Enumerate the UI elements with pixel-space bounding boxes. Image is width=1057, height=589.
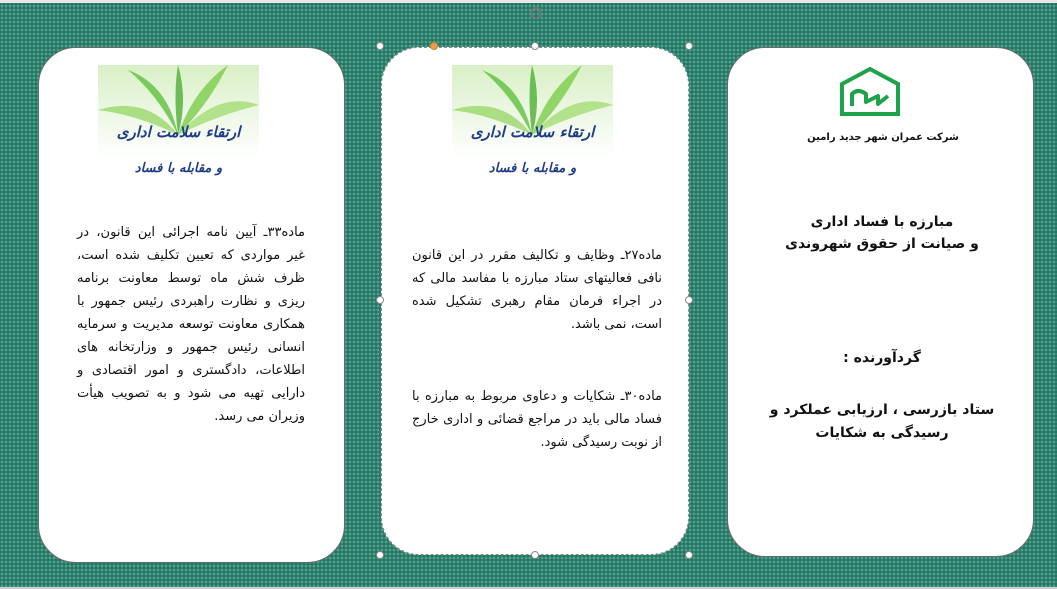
banner-image [98,65,259,193]
middle-panel[interactable] [381,47,689,555]
resize-handle-top-right[interactable] [685,42,693,50]
left-panel[interactable] [38,47,345,563]
title-line-2: و صیانت از حقوق شهروندی [785,236,979,252]
company-logo-icon [838,66,902,118]
right-panel[interactable] [727,47,1034,557]
compiler-label: گردآورنده : [843,350,921,366]
resize-handle-left[interactable] [376,296,384,304]
resize-handle-right[interactable] [685,296,693,304]
resize-handle-bottom-left[interactable] [376,551,384,559]
article-33-text: ماده۳۳ـ آیین نامه اجرائی این قانون، در غیر مواردی که تعیین تکلیف شده است، ظرف شش ماه توسط معاونت برنامه ریزی و نظارت راهبردی رئیس جمهور با همکاری معاونت توسعه مدیریت و سرمایه انسانی رئیس جمهور و وزارتخانه های اطلاعات، دادگستری و امور اقتصادی و دارایی تهیه می شود و به تصویب هیأت وزیران می رسد. [77,225,305,424]
resize-handle-bottom-right[interactable] [685,551,693,559]
company-name: شرکت عمران شهر جدید رامین [807,132,959,143]
article-27-text: ماده۲۷ـ وظایف و تکالیف مقرر در این قانون نافی فعالیتهای ستاد مبارزه با مفاسد مالی که در اجراء فرمان مقام رهبری تشکیل شده است، نمی باشد. [412,248,662,332]
adjust-handle[interactable] [430,42,438,50]
unit-line-2: رسیدگی به شکایات [815,425,949,441]
banner-title: ارتقاء سلامت اداری [116,123,241,141]
banner-subtitle: و مقابله با فساد [488,161,577,176]
top-strip [0,0,1057,3]
unit-line-1: ستاد بازرسی ، ارزیابی عملکرد و [769,402,995,418]
article-30-text: ماده۳۰ـ شکایات و دعاوی مربوط به مبارزه با فساد مالی باید در مراجع قضائی و اداری خارج از نوبت رسیدگی شود. [412,389,662,450]
banner-title: ارتقاء سلامت اداری [470,123,595,141]
resize-handle-bottom[interactable] [531,551,539,559]
title-line-1: مبارزه با فساد اداری [810,214,954,230]
resize-handle-top[interactable] [531,42,539,50]
resize-handle-top-left[interactable] [376,42,384,50]
banner-image [452,65,613,193]
banner-subtitle: و مقابله با فساد [134,161,223,176]
rotate-handle-icon[interactable] [528,5,544,21]
